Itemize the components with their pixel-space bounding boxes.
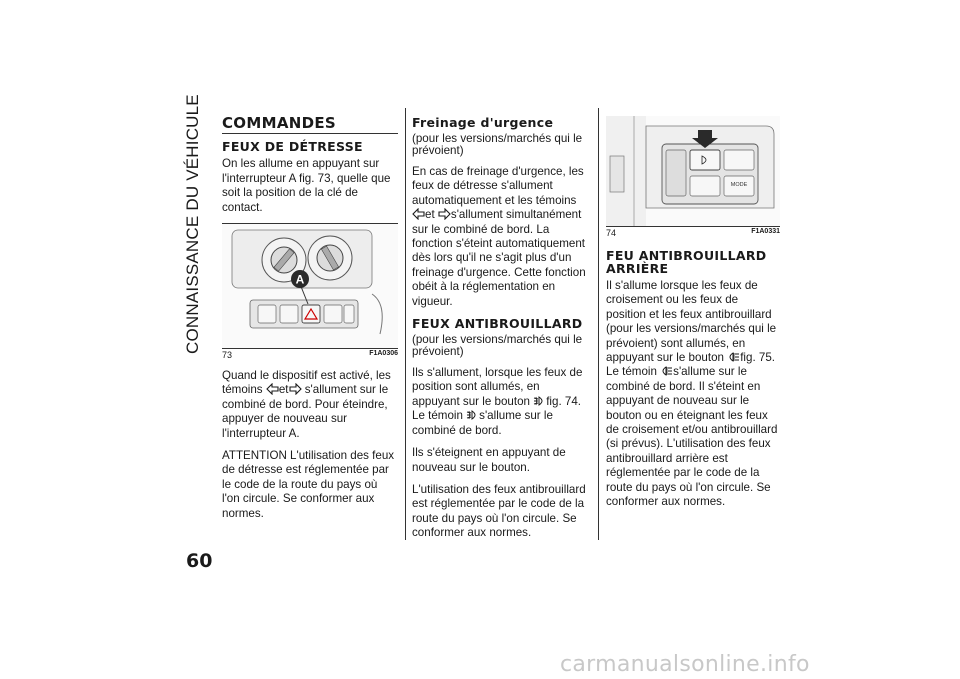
front-fog-light-icon xyxy=(533,395,546,407)
figure-73 xyxy=(222,223,398,360)
column-divider-2 xyxy=(598,108,599,540)
watermark: carmanualsonline.info xyxy=(560,652,810,677)
front-fog-light-icon xyxy=(466,409,479,421)
rear-fog-light-icon xyxy=(727,351,740,363)
paragraph-hazard-intro: On les allume en appuyant sur l'interrupteur A fig. 73, quelle que soit la position de la clé de contact. xyxy=(222,157,391,214)
figure-callout-a: A xyxy=(295,272,305,287)
section-heading-fog-lights: FEUX ANTIBROUILLARD xyxy=(412,316,583,332)
rear-fog-light-icon xyxy=(660,365,673,377)
paragraph-fog-lights-on: Ils s'allument, lorsque les feux de position sont allumés, en appuyant sur le bouton fig. 74. Le témoin s'allume sur le combiné de bord. xyxy=(412,366,583,437)
paragraph-hazard-warning: ATTENTION L'utilisation des feux de détresse est réglementée par le code de la route du pays où l'on circule. Se conformer aux normes. xyxy=(222,449,395,520)
mode-button-label: MODE xyxy=(730,182,748,188)
figure-number: 73 xyxy=(222,349,233,360)
figure-code: F1A0331 xyxy=(751,227,780,235)
section-heading-emergency-braking: Freinage d'urgence xyxy=(412,115,554,130)
section-heading-rear-fog: FEU ANTIBROUILLARD ARRIÈRE xyxy=(606,248,767,276)
paragraph-fog-lights-off: Ils s'éteignent en appuyant de nouveau sur le bouton. xyxy=(412,446,566,474)
paragraph-emergency-braking: En cas de freinage d'urgence, les feux de détresse s'allument automatiquement et les témoins et s'allument simultanément sur le combiné de bord. La fonction s'éteint automatiquement dès lors qu'il ne s'agit plus d'un freinage d'urgence. Cette fonction obéit à la réglementation en vigueur. xyxy=(412,165,586,308)
dashboard-switch-illustration xyxy=(222,224,398,348)
figure-74 xyxy=(606,116,780,238)
turn-signal-left-icon xyxy=(266,383,279,395)
subheading-emergency-braking: (pour les versions/marchés qui le prévoient) xyxy=(412,132,583,157)
column-3 xyxy=(606,116,780,518)
column-2 xyxy=(412,116,590,549)
column-1 xyxy=(222,116,398,529)
fog-button-panel-illustration xyxy=(606,116,780,226)
paragraph-fog-lights-regulation: L'utilisation des feux antibrouillard est réglementée par le code de la route du pays où l'on circule. Se conformer aux normes. xyxy=(412,482,586,540)
figure-code: F1A0306 xyxy=(369,349,398,357)
figure-number: 74 xyxy=(606,227,617,238)
side-chapter-title: CONNAISSANCE DU VÉHICULE xyxy=(183,94,202,354)
page-number: 60 xyxy=(186,550,213,572)
turn-signal-left-icon xyxy=(412,208,425,220)
page-title: COMMANDES xyxy=(222,116,398,134)
turn-signal-right-icon xyxy=(438,208,451,220)
column-divider-1 xyxy=(405,108,406,540)
turn-signal-right-icon xyxy=(289,383,302,395)
paragraph-hazard-active: Quand le dispositif est activé, les témoins et s'allument sur le combiné de bord. Pour éteindre, appuyer de nouveau sur l'interrupteur A. xyxy=(222,369,391,440)
paragraph-rear-fog: Il s'allume lorsque les feux de croisement ou les feux de position et les feux antibrouillard (pour les versions/marchés qui le prévoient) sont allumés, en appuyant sur le bouton fig. 75. Le témoin s'allume sur le combiné de bord. Il s'éteint en appuyant de nouveau sur le bouton ou en éteignant les feux de croisement et/ou antibrouillard (si prévus). L'utilisation des feux antibrouillard arrière est réglementée par le code de la route du pays où l'on circule. Se conformer aux normes. xyxy=(606,279,778,509)
section-heading-hazard: FEUX DE DÉTRESSE xyxy=(222,139,363,155)
subheading-fog-lights: (pour les versions/marchés qui le prévoient) xyxy=(412,333,583,359)
